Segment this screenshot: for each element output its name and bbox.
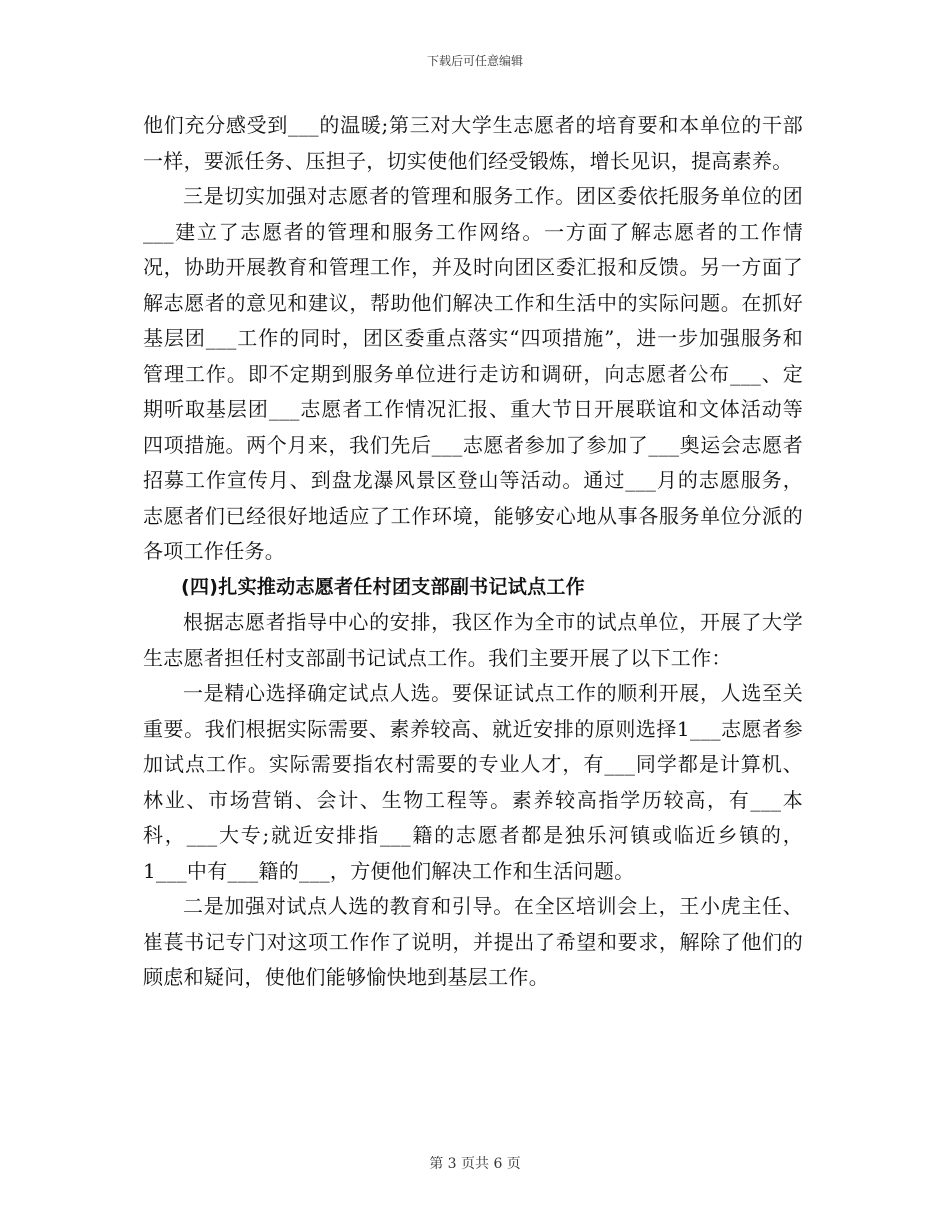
paragraph-pilot-intro: 根据志愿者指导中心的安排，我区作为全市的试点单位，开展了大学生志愿者担任村支部副书记试点工作。我们主要开展了以下工作：	[143, 610, 803, 670]
paragraph-management-service: 三是切实加强对志愿者的管理和服务工作。团区委依托服务单位的团___建立了志愿者的管理和服务工作网络。一方面了解志愿者的工作情况，协助开展教育和管理工作，并及时向团区委汇报和反馈。另一方面了解志愿者的意见和建议，帮助他们解决工作和生活中的实际问题。在抓好基层团___工作的同时，团区委重点落实“四项措施”，进一步加强服务和管理工作。即不定期到服务单位进行走访和调研，向志愿者公布___、定期听取基层团___志愿者工作情况汇报、重大节日开展联谊和文体活动等四项措施。两个月来，我们先后___志愿者参加了参加了___奥运会志愿者招募工作宣传月、到盘龙瀑风景区登山等活动。通过___月的志愿服务，志愿者们已经很好地适应了工作环境，能够安心地从事各服务单位分派的各项工作任务。	[143, 184, 803, 563]
page-header: 下载后可任意编辑	[426, 54, 523, 68]
document-body	[143, 108, 803, 996]
paragraph-candidate-selection: 一是精心选择确定试点人选。要保证试点工作的顺利开展，人选至关重要。我们根据实际需要、素养较高、就近安排的原则选择1___志愿者参加试点工作。实际需要指农村需要的专业人才，有___同学都是计算机、林业、市场营销、会计、生物工程等。素养较高指学历较高，有___本科，___大专;就近安排指___籍的志愿者都是独乐河镇或临近乡镇的，1___中有___籍的___，方便他们解决工作和生活问题。	[143, 681, 803, 883]
page-footer: 第 3 页共 6 页	[429, 1156, 521, 1172]
paragraph-continuation: 他们充分感受到___的温暖;第三对大学生志愿者的培育要和本单位的干部一样，要派任务、压担子，切实使他们经受锻炼，增长见识，提高素养。	[143, 113, 803, 173]
section-heading: (四)扎实推动志愿者任村团支部副书记试点工作	[181, 575, 585, 598]
paragraph-education-guidance: 二是加强对试点人选的教育和引导。在全区培训会上，王小虎主任、崔萇书记专门对这项工作作了说明，并提出了希望和要求，解除了他们的顾虑和疑问，使他们能够愉快地到基层工作。	[143, 894, 803, 989]
